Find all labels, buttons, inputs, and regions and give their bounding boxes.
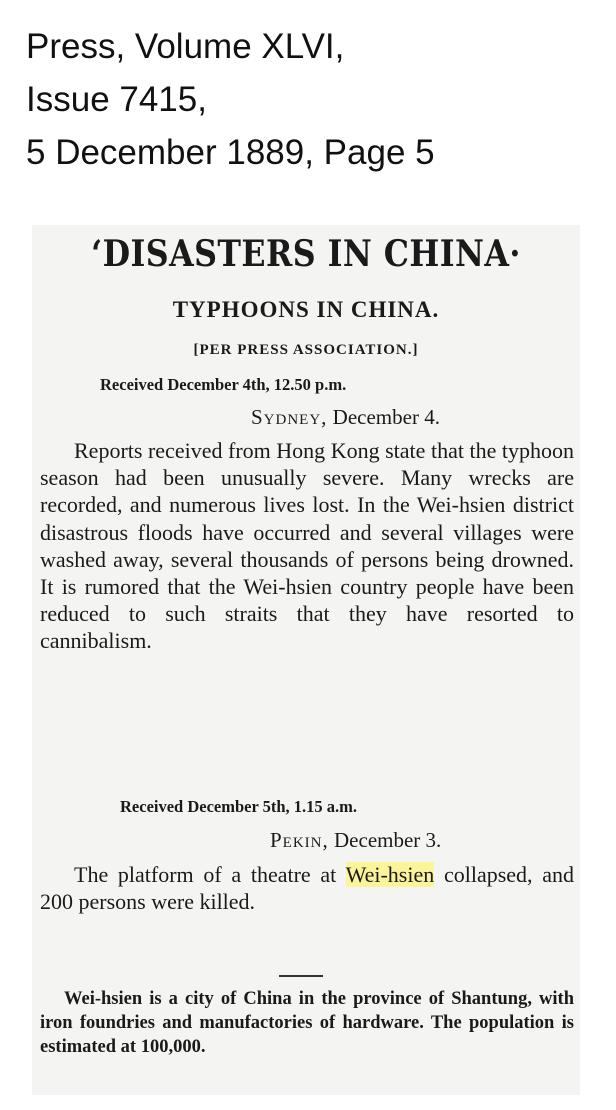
article-paragraph-sydney: Reports received from Hong Kong state that the typhoon season had been unusually severe. Many wrecks are recorded, and numerous lives lost. In the Wei-hsien district disastrous floods have occurred and several villages were washed away, several thousands of persons being drowned. It is rumored that the Wei-hsien country people have been reduced to such straits that they have resorted to cannibalism. [40,438,574,654]
article-subheadline: TYPHOONS IN CHINA. [172,297,440,322]
section-divider [279,975,323,977]
dateline-pekin [270,828,441,853]
paragraph-text: The platform of a theatre at [74,862,346,887]
received-time-2: Received December 5th, 1.15 a.m. [120,797,358,816]
dateline-date: December 3. [334,828,442,852]
editorial-footnote: Wei-hsien is a city of China in the province of Shantung, with iron foundries and manufactories of hardware. The population is estimated at 100,000. [40,989,574,1057]
citation-date-page: 5 December 1889, Page 5 [26,133,435,172]
search-term-highlight: Wei-hsien [345,862,435,887]
dateline-date: December 4. [332,405,440,429]
citation-issue: Issue 7415, [26,80,207,119]
newspaper-clipping [32,225,580,1095]
citation-header [26,20,586,179]
paragraph-text: collapsed, and 200 persons were killed. [40,862,574,915]
dateline-place: Sydney, [251,405,328,429]
press-agency-credit: [PER PRESS ASSOCIATION.] [193,342,419,358]
dateline-sydney [251,405,440,430]
article-headline: ‘DISASTERS IN CHINA· [91,233,521,275]
dateline-place: Pekin, [270,828,329,852]
received-time-1: Received December 4th, 12.50 p.m. [100,375,347,394]
citation-publication: Press, Volume XLVI, [26,27,345,66]
article-paragraph-pekin [40,861,574,915]
